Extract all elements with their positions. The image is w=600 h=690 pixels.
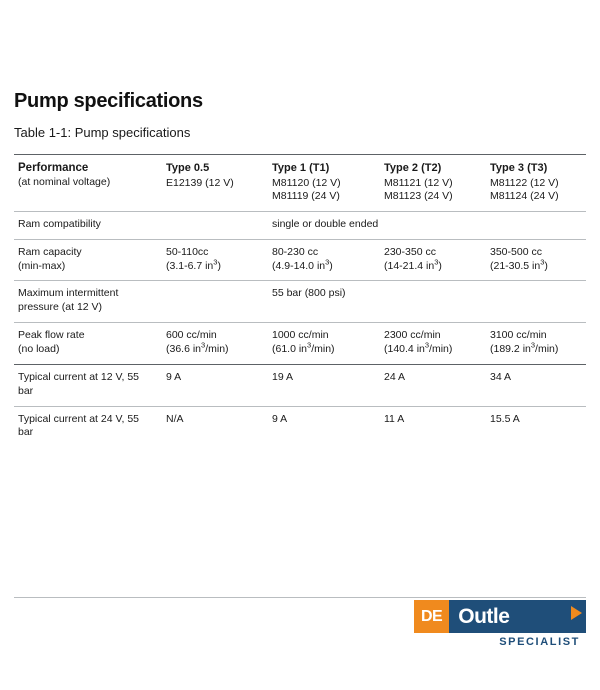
cell-value: 1000 cc/min xyxy=(272,329,329,342)
row-label-sub: (no load) xyxy=(18,342,60,355)
arrow-icon xyxy=(571,606,582,620)
document-page xyxy=(0,90,600,690)
row-label-sub: bar xyxy=(18,426,34,439)
row-value-cell xyxy=(486,239,586,281)
logo-specialist-text: SPECIALIST xyxy=(414,633,586,648)
header-part-number: M81122 (12 V) xyxy=(490,176,559,189)
cell-value: 80-230 cc xyxy=(272,245,319,258)
cell-sub-text: (61.0 in xyxy=(272,342,308,355)
cell-value-sub xyxy=(384,340,482,357)
cell-sub-end: ) xyxy=(544,259,548,272)
cell-value-sub xyxy=(490,257,582,274)
row-value-cell xyxy=(268,239,380,281)
row-value-spacer xyxy=(162,211,268,239)
cell-value: 230-350 cc xyxy=(384,245,436,258)
row-value-cell xyxy=(162,406,268,447)
de-outlet-specialist-logo xyxy=(414,600,586,652)
table-row xyxy=(14,364,586,406)
cell-sub-text: (140.4 in xyxy=(384,342,425,355)
cell-value: 34 A xyxy=(490,370,512,383)
row-label: Typical current at 24 V, 55 xyxy=(18,412,140,425)
table-caption: Table 1-1: Pump specifications xyxy=(14,125,191,140)
row-value-cell xyxy=(380,323,486,365)
row-label: Maximum intermittent xyxy=(18,287,119,300)
row-label: Ram compatibility xyxy=(18,217,101,230)
row-label-cell xyxy=(14,406,162,447)
cell-value: 350-500 cc xyxy=(490,245,542,258)
cell-superscript: 3 xyxy=(325,257,330,267)
row-label: Peak flow rate xyxy=(18,329,85,342)
row-value-cell xyxy=(486,323,586,365)
logo-de-text: DE xyxy=(414,600,449,633)
header-part-number: M81123 (24 V) xyxy=(384,190,453,203)
cell-value: 24 A xyxy=(384,370,406,383)
cell-value: 19 A xyxy=(272,370,294,383)
row-value-cell xyxy=(162,364,268,406)
cell-value: N/A xyxy=(166,412,184,425)
logo-outlet-text xyxy=(449,600,586,633)
row-label-cell xyxy=(14,239,162,281)
cell-sub-end: /min) xyxy=(205,342,229,355)
logo-outlet-word: Outle xyxy=(458,604,510,628)
table-row xyxy=(14,239,586,281)
cell-sub-end: ) xyxy=(438,259,442,272)
cell-value: 9 A xyxy=(272,412,288,425)
cell-sub-text: (14-21.4 in xyxy=(384,259,435,272)
header-column-type-1 xyxy=(268,155,380,212)
row-value-cell xyxy=(268,323,380,365)
cell-sub-text: (189.2 in xyxy=(490,342,531,355)
cell-superscript: 3 xyxy=(201,340,206,350)
cell-value-sub xyxy=(272,340,376,357)
cell-sub-end: ) xyxy=(217,259,221,272)
cell-value-sub xyxy=(272,257,376,274)
pump-specifications-table xyxy=(14,154,586,447)
row-label-sub: (min-max) xyxy=(18,259,66,272)
row-value-span: single or double ended xyxy=(272,217,379,230)
table-row xyxy=(14,281,586,323)
cell-superscript: 3 xyxy=(424,340,430,350)
cell-value: 15.5 A xyxy=(490,412,520,425)
header-part-number: E12139 (12 V) xyxy=(166,176,234,189)
header-performance-cell xyxy=(14,155,162,212)
header-part-number: M81120 (12 V) xyxy=(272,176,341,189)
cell-sub-text: (4.9-14.0 in xyxy=(272,259,326,272)
header-part-number: M81119 (24 V) xyxy=(272,190,340,203)
header-column-type-05 xyxy=(162,155,268,212)
cell-value: 600 cc/min xyxy=(166,329,217,342)
row-label: Typical current at 12 V, 55 xyxy=(18,370,140,383)
row-label-cell xyxy=(14,281,162,323)
cell-superscript: 3 xyxy=(434,257,439,267)
cell-superscript: 3 xyxy=(530,340,536,350)
cell-value: 11 A xyxy=(384,412,405,425)
header-performance-label: Performance xyxy=(18,162,89,174)
cell-superscript: 3 xyxy=(213,257,218,267)
row-label-cell xyxy=(14,211,162,239)
header-part-number: M81124 (24 V) xyxy=(490,190,559,203)
cell-sub-end: ) xyxy=(329,259,333,272)
cell-sub-end: /min) xyxy=(535,342,559,355)
header-type-label: Type 0.5 xyxy=(166,162,210,174)
header-part-number: M81121 (12 V) xyxy=(384,176,453,189)
row-label-sub: bar xyxy=(18,384,34,397)
table-bottom-rule xyxy=(14,597,586,598)
header-type-label: Type 3 (T3) xyxy=(490,162,548,174)
header-column-type-3 xyxy=(486,155,586,212)
table-header-row xyxy=(14,155,586,212)
cell-sub-end: /min) xyxy=(311,342,335,355)
cell-value-sub xyxy=(490,340,582,357)
cell-value: 9 A xyxy=(166,370,182,383)
table-row xyxy=(14,406,586,447)
cell-value: 2300 cc/min xyxy=(384,329,441,342)
row-value-cell xyxy=(162,323,268,365)
cell-superscript: 3 xyxy=(307,340,312,350)
row-label-cell xyxy=(14,323,162,365)
cell-sub-text: (3.1-6.7 in xyxy=(166,259,214,272)
cell-sub-text: (21-30.5 in xyxy=(490,259,541,272)
cell-value-sub xyxy=(166,340,264,357)
row-label-cell xyxy=(14,364,162,406)
row-value-cell xyxy=(268,364,380,406)
row-value-cell xyxy=(380,406,486,447)
header-type-label: Type 2 (T2) xyxy=(384,162,442,174)
row-label: Ram capacity xyxy=(18,245,82,258)
row-value-cell xyxy=(268,406,380,447)
row-value-spacer xyxy=(162,281,268,323)
row-value-span: 55 bar (800 psi) xyxy=(272,287,346,300)
header-type-label: Type 1 (T1) xyxy=(272,162,330,174)
table-row xyxy=(14,323,586,365)
row-value-cell xyxy=(162,239,268,281)
row-value-cell xyxy=(380,239,486,281)
row-label-sub: pressure (at 12 V) xyxy=(18,301,103,314)
cell-sub-text: (36.6 in xyxy=(166,342,202,355)
header-performance-sub: (at nominal voltage) xyxy=(18,176,111,189)
cell-value-sub xyxy=(166,257,264,274)
header-column-type-2 xyxy=(380,155,486,212)
table-row xyxy=(14,211,586,239)
page-title: Pump specifications xyxy=(14,90,203,112)
cell-sub-end: /min) xyxy=(429,342,453,355)
cell-superscript: 3 xyxy=(540,257,545,267)
cell-value: 50-110cc xyxy=(166,245,209,258)
cell-value-sub xyxy=(384,257,482,274)
row-value-cell xyxy=(486,406,586,447)
row-value-cell xyxy=(380,364,486,406)
cell-value: 3100 cc/min xyxy=(490,329,547,342)
logo-top-row xyxy=(414,600,586,633)
row-value-cell xyxy=(486,364,586,406)
